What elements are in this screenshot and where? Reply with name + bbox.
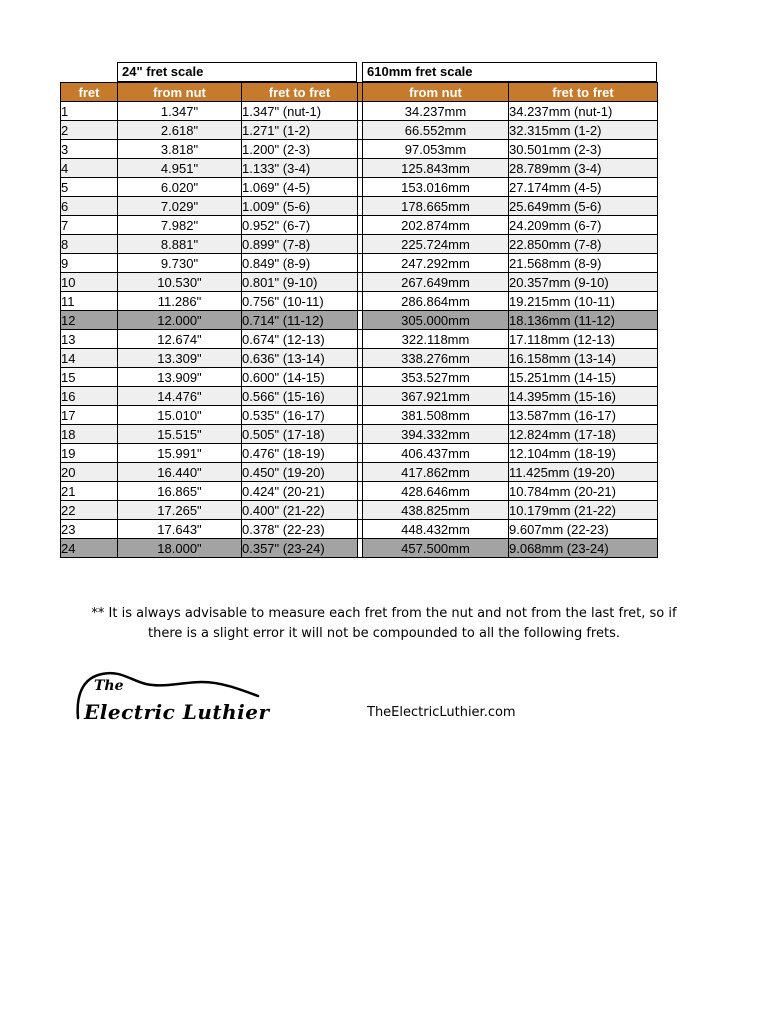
mm-from-nut-cell: 322.118mm [363,330,509,349]
table-row [61,520,658,539]
table-row [61,311,658,330]
table-row [61,102,658,121]
mm-fret-to-fret-cell: 24.209mm (6-7) [509,216,658,235]
table-row [61,387,658,406]
website-link[interactable]: TheElectricLuthier.com [367,705,516,720]
mm-from-nut-cell: 178.665mm [363,197,509,216]
header-mm-from-nut: from nut [363,83,509,102]
mm-from-nut-cell: 438.825mm [363,501,509,520]
inch-fret-to-fret-cell: 0.357" (23-24) [242,539,358,558]
fret-number-cell: 10 [61,273,118,292]
inch-fret-to-fret-cell: 0.476" (18-19) [242,444,358,463]
table-row [61,254,658,273]
mm-fret-to-fret-cell: 12.824mm (17-18) [509,425,658,444]
inch-fret-to-fret-cell: 1.347" (nut-1) [242,102,358,121]
mm-fret-to-fret-cell: 15.251mm (14-15) [509,368,658,387]
mm-fret-to-fret-cell: 25.649mm (5-6) [509,197,658,216]
mm-from-nut-cell: 153.016mm [363,178,509,197]
mm-fret-to-fret-cell: 17.118mm (12-13) [509,330,658,349]
mm-from-nut-cell: 457.500mm [363,539,509,558]
inch-from-nut-cell: 10.530" [118,273,242,292]
inch-fret-to-fret-cell: 0.505" (17-18) [242,425,358,444]
table-row [61,121,658,140]
table-header-row [61,83,658,102]
mm-from-nut-cell: 97.053mm [363,140,509,159]
inch-from-nut-cell: 15.991" [118,444,242,463]
inch-from-nut-cell: 6.020" [118,178,242,197]
mm-from-nut-cell: 406.437mm [363,444,509,463]
fret-table [60,82,658,558]
mm-fret-to-fret-cell: 11.425mm (19-20) [509,463,658,482]
fret-number-cell: 17 [61,406,118,425]
header-inch-fret-to-fret: fret to fret [242,83,358,102]
mm-from-nut-cell: 367.921mm [363,387,509,406]
mm-from-nut-cell: 66.552mm [363,121,509,140]
inch-from-nut-cell: 17.643" [118,520,242,539]
mm-fret-to-fret-cell: 22.850mm (7-8) [509,235,658,254]
fret-number-cell: 4 [61,159,118,178]
inch-fret-to-fret-cell: 0.600" (14-15) [242,368,358,387]
inch-fret-to-fret-cell: 1.271" (1-2) [242,121,358,140]
fret-number-cell: 12 [61,311,118,330]
table-row [61,273,658,292]
header-inch-from-nut: from nut [118,83,242,102]
inch-from-nut-cell: 11.286" [118,292,242,311]
table-row [61,178,658,197]
mm-from-nut-cell: 125.843mm [363,159,509,178]
fret-number-cell: 2 [61,121,118,140]
mm-fret-to-fret-cell: 30.501mm (2-3) [509,140,658,159]
inch-from-nut-cell: 14.476" [118,387,242,406]
mm-from-nut-cell: 381.508mm [363,406,509,425]
mm-fret-to-fret-cell: 20.357mm (9-10) [509,273,658,292]
inch-from-nut-cell: 12.000" [118,311,242,330]
mm-fret-to-fret-cell: 10.179mm (21-22) [509,501,658,520]
fret-number-cell: 14 [61,349,118,368]
mm-from-nut-cell: 394.332mm [363,425,509,444]
inch-from-nut-cell: 8.881" [118,235,242,254]
table-row [61,463,658,482]
inch-fret-to-fret-cell: 0.535" (16-17) [242,406,358,425]
mm-scale-title: 610mm fret scale [362,62,657,82]
inch-fret-to-fret-cell: 0.674" (12-13) [242,330,358,349]
fret-table-body [61,102,658,558]
inch-from-nut-cell: 16.865" [118,482,242,501]
inch-fret-to-fret-cell: 0.424" (20-21) [242,482,358,501]
inch-from-nut-cell: 18.000" [118,539,242,558]
table-row [61,235,658,254]
mm-from-nut-cell: 267.649mm [363,273,509,292]
inch-from-nut-cell: 15.010" [118,406,242,425]
inch-fret-to-fret-cell: 0.636" (13-14) [242,349,358,368]
inch-fret-to-fret-cell: 0.566" (15-16) [242,387,358,406]
mm-from-nut-cell: 353.527mm [363,368,509,387]
mm-fret-to-fret-cell: 12.104mm (18-19) [509,444,658,463]
mm-fret-to-fret-cell: 9.068mm (23-24) [509,539,658,558]
mm-from-nut-cell: 225.724mm [363,235,509,254]
inch-from-nut-cell: 16.440" [118,463,242,482]
logo-name-text: Electric Luthier [84,700,270,724]
inch-from-nut-cell: 2.618" [118,121,242,140]
mm-fret-to-fret-cell: 19.215mm (10-11) [509,292,658,311]
footnote-line-2: there is a slight error it will not be compounded to all the following frets. [148,626,620,641]
fret-number-cell: 22 [61,501,118,520]
mm-fret-to-fret-cell: 10.784mm (20-21) [509,482,658,501]
footnote-line-1: ** It is always advisable to measure each fret from the nut and not from the last fret, so if [91,606,677,621]
mm-fret-to-fret-cell: 34.237mm (nut-1) [509,102,658,121]
fret-number-cell: 18 [61,425,118,444]
fret-number-cell: 23 [61,520,118,539]
fret-number-cell: 24 [61,539,118,558]
fret-number-cell: 7 [61,216,118,235]
mm-from-nut-cell: 448.432mm [363,520,509,539]
inch-fret-to-fret-cell: 0.400" (21-22) [242,501,358,520]
inch-fret-to-fret-cell: 1.009" (5-6) [242,197,358,216]
table-row [61,501,658,520]
inch-scale-title: 24" fret scale [117,62,357,82]
inch-fret-to-fret-cell: 0.899" (7-8) [242,235,358,254]
table-row [61,159,658,178]
fret-number-cell: 1 [61,102,118,121]
table-row [61,425,658,444]
fret-number-cell: 19 [61,444,118,463]
inch-from-nut-cell: 3.818" [118,140,242,159]
mm-fret-to-fret-cell: 18.136mm (11-12) [509,311,658,330]
inch-fret-to-fret-cell: 0.714" (11-12) [242,311,358,330]
inch-fret-to-fret-cell: 0.952" (6-7) [242,216,358,235]
mm-fret-to-fret-cell: 9.607mm (22-23) [509,520,658,539]
inch-from-nut-cell: 9.730" [118,254,242,273]
mm-fret-to-fret-cell: 28.789mm (3-4) [509,159,658,178]
inch-fret-to-fret-cell: 0.756" (10-11) [242,292,358,311]
mm-fret-to-fret-cell: 13.587mm (16-17) [509,406,658,425]
fret-number-cell: 11 [61,292,118,311]
inch-fret-to-fret-cell: 0.849" (8-9) [242,254,358,273]
mm-from-nut-cell: 286.864mm [363,292,509,311]
fret-number-cell: 20 [61,463,118,482]
mm-from-nut-cell: 34.237mm [363,102,509,121]
table-row [61,197,658,216]
fret-number-cell: 15 [61,368,118,387]
fret-number-cell: 6 [61,197,118,216]
footnote [40,604,728,644]
mm-from-nut-cell: 428.646mm [363,482,509,501]
electric-luthier-logo [72,666,332,726]
inch-from-nut-cell: 7.029" [118,197,242,216]
inch-fret-to-fret-cell: 1.069" (4-5) [242,178,358,197]
inch-fret-to-fret-cell: 0.801" (9-10) [242,273,358,292]
inch-from-nut-cell: 13.309" [118,349,242,368]
inch-from-nut-cell: 7.982" [118,216,242,235]
inch-from-nut-cell: 13.909" [118,368,242,387]
mm-fret-to-fret-cell: 21.568mm (8-9) [509,254,658,273]
header-fret: fret [61,83,118,102]
mm-fret-to-fret-cell: 32.315mm (1-2) [509,121,658,140]
table-row [61,406,658,425]
mm-from-nut-cell: 338.276mm [363,349,509,368]
inch-fret-to-fret-cell: 1.200" (2-3) [242,140,358,159]
table-row [61,330,658,349]
inch-fret-to-fret-cell: 0.450" (19-20) [242,463,358,482]
fret-number-cell: 3 [61,140,118,159]
inch-fret-to-fret-cell: 0.378" (22-23) [242,520,358,539]
inch-from-nut-cell: 4.951" [118,159,242,178]
mm-from-nut-cell: 247.292mm [363,254,509,273]
table-row [61,140,658,159]
table-row [61,292,658,311]
fret-number-cell: 21 [61,482,118,501]
fret-number-cell: 16 [61,387,118,406]
inch-from-nut-cell: 1.347" [118,102,242,121]
table-row [61,216,658,235]
inch-from-nut-cell: 17.265" [118,501,242,520]
fret-number-cell: 9 [61,254,118,273]
logo-the-text: The [94,678,124,694]
table-row [61,482,658,501]
table-row [61,539,658,558]
mm-fret-to-fret-cell: 16.158mm (13-14) [509,349,658,368]
header-mm-fret-to-fret: fret to fret [509,83,658,102]
table-row [61,349,658,368]
fret-number-cell: 5 [61,178,118,197]
fret-number-cell: 8 [61,235,118,254]
mm-from-nut-cell: 305.000mm [363,311,509,330]
fret-number-cell: 13 [61,330,118,349]
mm-fret-to-fret-cell: 14.395mm (15-16) [509,387,658,406]
mm-from-nut-cell: 202.874mm [363,216,509,235]
table-row [61,368,658,387]
mm-from-nut-cell: 417.862mm [363,463,509,482]
inch-fret-to-fret-cell: 1.133" (3-4) [242,159,358,178]
inch-from-nut-cell: 15.515" [118,425,242,444]
mm-fret-to-fret-cell: 27.174mm (4-5) [509,178,658,197]
inch-from-nut-cell: 12.674" [118,330,242,349]
table-row [61,444,658,463]
